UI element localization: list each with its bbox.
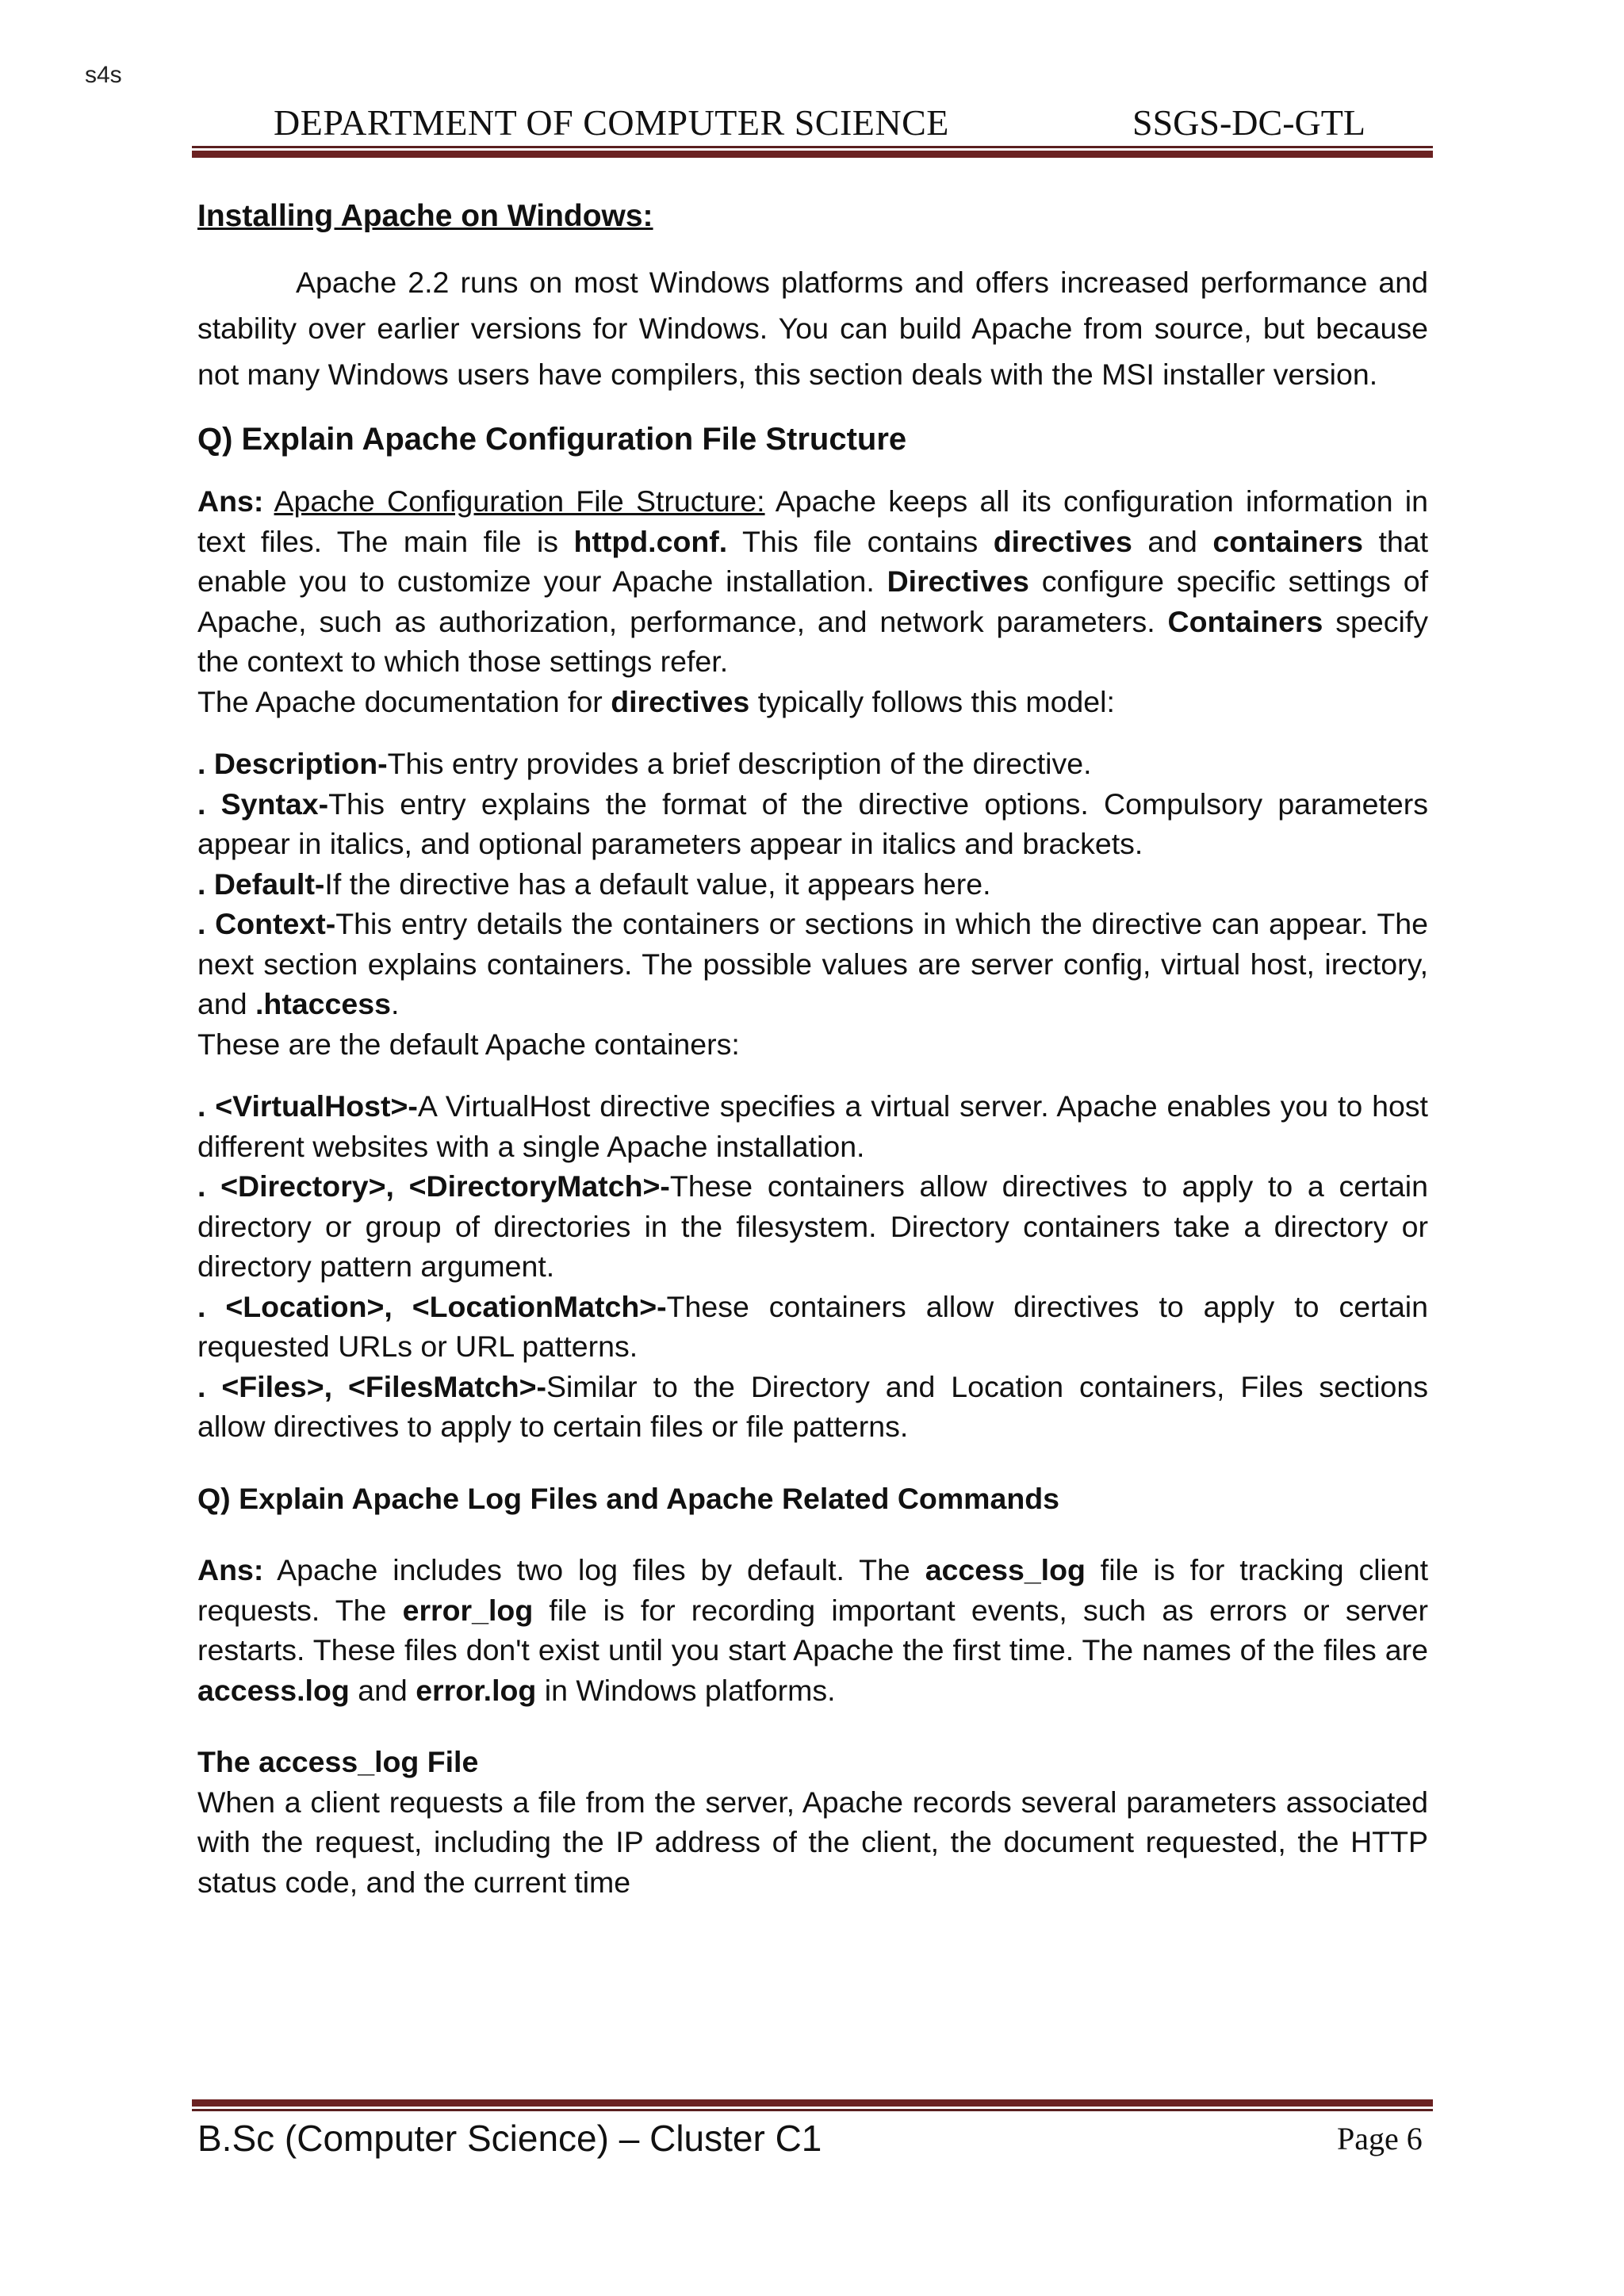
containers-intro: These are the default Apache containers:: [197, 1027, 740, 1061]
answer-label: Ans:: [197, 1553, 264, 1586]
page-body: [197, 197, 1428, 1902]
list-item: . Syntax-This entry explains the format of the directive options. Compulsory parameters appear in italics, and optional parameters appear in italics and brackets.: [197, 786, 1428, 860]
list-item: . Context-This entry details the containers or sections in which the directive can appear. The next section explains containers. The possible values are server config, virtual host, irectory, and .htaccess.: [197, 907, 1428, 1020]
directives-model-line: The Apache documentation for directives typically follows this model:: [197, 684, 1115, 718]
header-department: DEPARTMENT OF COMPUTER SCIENCE: [274, 102, 949, 143]
list-item: . Default-If the directive has a default value, it appears here.: [197, 867, 991, 901]
header-rule-thick: [192, 151, 1433, 158]
footer-course: B.Sc (Computer Science) – Cluster C1: [197, 2118, 822, 2159]
access-log-paragraph: When a client requests a file from the server, Apache records several parameters associated with the request, including the IP address of the client, the document requested, the HTTP status code, and the current time: [197, 1785, 1428, 1899]
log-answer-paragraph: Ans: Apache includes two log files by default. The access_log file is for tracking client requests. The error_log file is for recording important events, such as errors or server restarts. These files don't exist until you start Apache the first time. The names of the files are access.log and error.log in Windows platforms.: [197, 1553, 1429, 1707]
footer-rule-thick: [192, 2099, 1433, 2107]
header-code: SSGS-DC-GTL: [1132, 102, 1365, 143]
container-item: . <Directory>, <DirectoryMatch>-These containers allow directives to apply to a certain directory or group of directories in the filesystem. Directory containers take a directory or directory pattern argument.: [197, 1169, 1428, 1283]
question-log-files: Q) Explain Apache Log Files and Apache Related Commands: [197, 1481, 1060, 1515]
footer-rule-thin: [192, 2109, 1433, 2111]
section-title-installing: Installing Apache on Windows:: [197, 199, 653, 233]
header-rule-thin: [192, 146, 1433, 148]
access-log-heading: The access_log File: [197, 1745, 479, 1778]
page-number: Page 6: [1337, 2121, 1423, 2156]
config-answer-paragraph: Ans: Apache Configuration File Structure: Apache keeps all its configuration information in text files. The main file is httpd.conf. This file contains directives and containers that enable you to customize your Apache installation. Directives configure specific settings of Apache, such as authorization, performance, and network parameters. Containers specify the context to which those settings refer.: [197, 484, 1428, 678]
config-structure-heading: Apache Configuration File Structure:: [274, 484, 765, 518]
question-config-structure: Q) Explain Apache Configuration File Structure: [197, 421, 907, 457]
installing-paragraph: Apache 2.2 runs on most Windows platforms and offers increased performance and stability over earlier versions for Windows. You can build Apache from source, but because not many Windows users have compilers, this section deals with the MSI installer version.: [197, 265, 1428, 391]
list-item: . Description-This entry provides a brief description of the directive.: [197, 747, 1092, 780]
container-item: . <Files>, <FilesMatch>-Similar to the Directory and Location containers, Files sections allow directives to apply to certain files or file patterns.: [197, 1369, 1429, 1443]
corner-tag: s4s: [85, 62, 122, 88]
answer-label: Ans:: [197, 484, 264, 518]
container-item: . <VirtualHost>-A VirtualHost directive specifies a virtual server. Apache enables you to host different websites with a single Apache installation.: [197, 1089, 1428, 1163]
container-item: . <Location>, <LocationMatch>-These containers allow directives to apply to certain requested URLs or URL patterns.: [197, 1289, 1428, 1363]
